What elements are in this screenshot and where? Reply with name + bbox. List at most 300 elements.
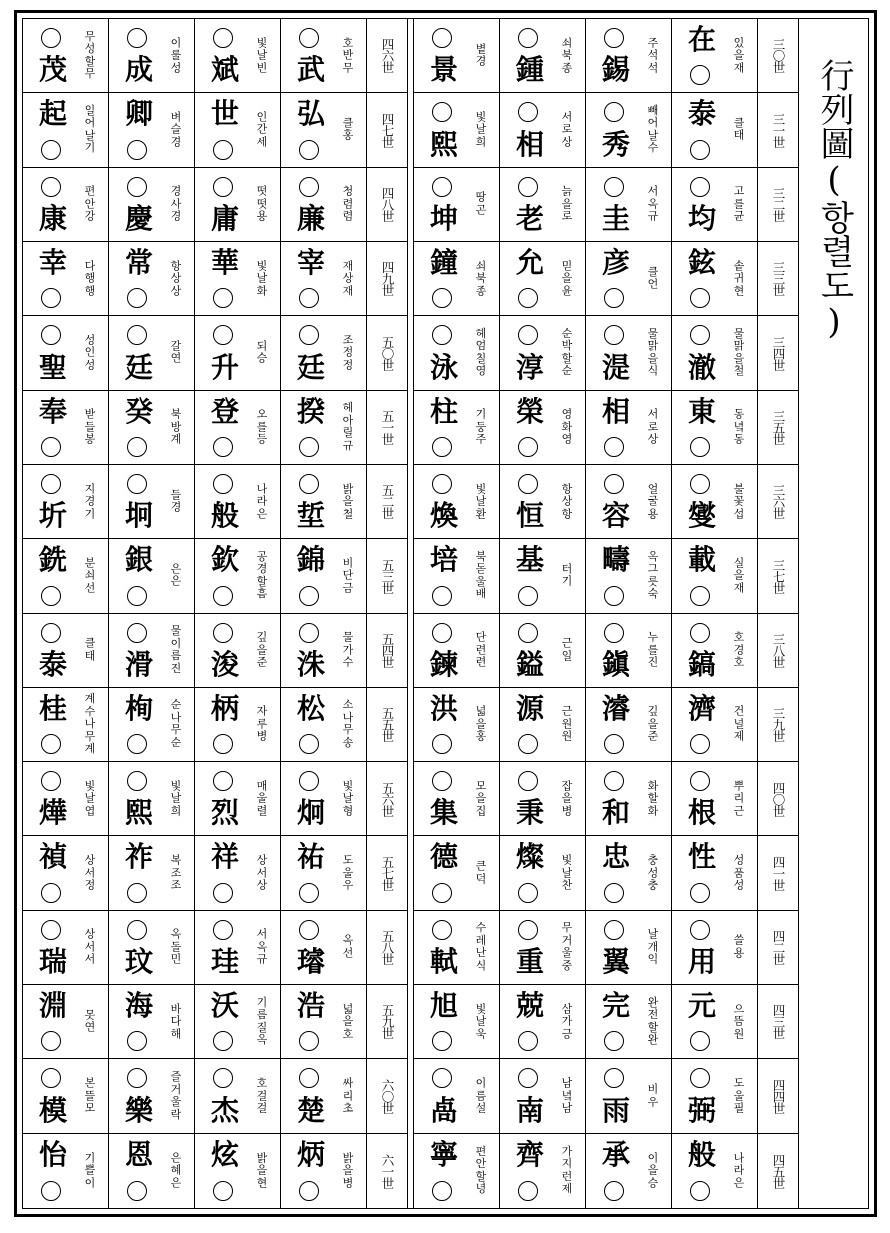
- blank-circle-icon: [518, 474, 538, 494]
- name-cell: [109, 391, 195, 465]
- name-cell: [23, 465, 109, 539]
- blank-circle-icon: [41, 325, 61, 345]
- blank-circle-icon: [41, 883, 61, 903]
- hanja-reading: 삼가 긍: [561, 1001, 573, 1040]
- name-cell: [195, 762, 281, 836]
- hanja-character: 滑: [124, 647, 153, 681]
- name-cell: [586, 168, 672, 242]
- name-cell: [414, 985, 500, 1059]
- hanja-character: 翼: [601, 945, 630, 979]
- hanja-character: 容: [601, 499, 630, 533]
- hanja-reading: 있을 재: [733, 35, 745, 74]
- hanja-character: 祐: [296, 840, 325, 874]
- blank-circle-icon: [299, 325, 319, 345]
- name-cell: [281, 985, 367, 1059]
- hanja-reading: 북돋울 배: [475, 549, 487, 601]
- name-cell: [109, 985, 195, 1059]
- name-cell: [672, 688, 758, 762]
- name-cell: [672, 836, 758, 910]
- generation-label: 四〇世: [758, 762, 798, 836]
- hanja-character: 茂: [38, 53, 67, 87]
- blank-circle-icon: [690, 1068, 710, 1088]
- name-cell: [23, 168, 109, 242]
- hanja-reading: 으뜸 원: [733, 1001, 745, 1040]
- blank-circle-icon: [213, 177, 233, 197]
- name-cell: [195, 465, 281, 539]
- hanja-character: 鎬: [687, 647, 716, 681]
- hanja-reading: 가지런 제: [561, 1144, 573, 1196]
- hanja-reading: 빛날 희: [170, 779, 182, 818]
- blank-circle-icon: [432, 1181, 452, 1201]
- blank-circle-icon: [127, 623, 147, 643]
- generation-label: 四三世: [758, 985, 798, 1059]
- name-cell: [414, 93, 500, 167]
- name-cell: [109, 911, 195, 985]
- generation-label: 六一世: [380, 1153, 395, 1189]
- blank-circle-icon: [127, 1031, 147, 1051]
- name-cell: [281, 688, 367, 762]
- blank-circle-icon: [213, 586, 233, 606]
- name-cell: [414, 168, 500, 242]
- hanja-reading: 이을 승: [647, 1151, 659, 1190]
- hanja-reading: 호경 호: [733, 630, 745, 669]
- name-cell: [109, 762, 195, 836]
- generation-label: 三五世: [758, 391, 798, 465]
- hanja-reading: 항상 항: [561, 481, 573, 520]
- generation-label: 五三世: [367, 539, 407, 613]
- hanja-reading: 밝을 철: [342, 481, 354, 520]
- blank-circle-icon: [299, 883, 319, 903]
- hanja-reading: 영화 영: [561, 407, 573, 446]
- blank-circle-icon: [41, 1068, 61, 1088]
- blank-circle-icon: [604, 1181, 624, 1201]
- name-cell: [500, 911, 586, 985]
- hanja-character: 栒: [124, 691, 153, 725]
- blank-circle-icon: [127, 28, 147, 48]
- hanja-character: 兢: [515, 989, 544, 1023]
- hanja-character: 鍾: [515, 53, 544, 87]
- name-cell: [23, 614, 109, 688]
- hanja-reading: 벼슬 경: [170, 110, 182, 149]
- hanja-character: 齊: [515, 1137, 544, 1171]
- hanja-reading: 순나무 순: [170, 698, 182, 749]
- hanja-character: 般: [687, 1137, 716, 1171]
- blank-circle-icon: [432, 474, 452, 494]
- name-cell: [23, 93, 109, 167]
- blank-circle-icon: [432, 102, 452, 122]
- name-cell: [109, 465, 195, 539]
- name-cell: [109, 19, 195, 93]
- blank-circle-icon: [432, 288, 452, 308]
- hanja-character: 南: [515, 1093, 544, 1127]
- hanja-character: 松: [296, 691, 325, 725]
- hanja-reading: 밝을 현: [256, 1151, 268, 1190]
- generation-label: 四二世: [758, 911, 798, 985]
- blank-circle-icon: [41, 586, 61, 606]
- hanja-reading: 서옥 규: [256, 927, 268, 966]
- name-cell: [586, 836, 672, 910]
- name-cell: [500, 19, 586, 93]
- blank-circle-icon: [518, 28, 538, 48]
- blank-circle-icon: [518, 102, 538, 122]
- hanja-character: 慶: [124, 201, 153, 235]
- name-cell: [195, 985, 281, 1059]
- name-cell: [586, 1134, 672, 1208]
- hanja-reading: 받들 봉: [84, 407, 96, 446]
- hanja-character: 癸: [124, 394, 153, 428]
- hanja-character: 揆: [296, 394, 325, 428]
- hanja-reading: 오를 등: [256, 407, 268, 446]
- name-cell: [586, 316, 672, 390]
- generation-label: 五四世: [367, 614, 407, 688]
- hanja-reading: 복조 조: [170, 853, 182, 892]
- name-cell: [195, 19, 281, 93]
- hanja-reading: 클 언: [647, 265, 659, 291]
- name-cell: [672, 19, 758, 93]
- name-cell: [23, 762, 109, 836]
- blank-circle-icon: [604, 437, 624, 457]
- name-cell: [586, 911, 672, 985]
- blank-circle-icon: [432, 623, 452, 643]
- blank-circle-icon: [127, 288, 147, 308]
- hanja-character: 老: [515, 201, 544, 235]
- hanja-character: 卿: [124, 97, 153, 131]
- hanja-reading: 불꽃 섭: [733, 481, 745, 520]
- blank-circle-icon: [518, 771, 538, 791]
- generation-label: 三八世: [758, 614, 798, 688]
- blank-circle-icon: [299, 140, 319, 160]
- name-cell: [500, 762, 586, 836]
- hanja-reading: 넓을 호: [342, 1001, 354, 1040]
- name-cell: [586, 465, 672, 539]
- blank-circle-icon: [127, 883, 147, 903]
- hanja-character: 炫: [210, 1137, 239, 1171]
- hanja-reading: 순박할 순: [561, 326, 573, 378]
- generation-label: 五〇世: [367, 316, 407, 390]
- name-cell: [195, 836, 281, 910]
- hanja-reading: 기쁠 이: [84, 1151, 96, 1190]
- name-cell: [500, 688, 586, 762]
- name-cell: [281, 19, 367, 93]
- blank-circle-icon: [604, 28, 624, 48]
- hanja-character: 相: [601, 394, 630, 428]
- hanja-reading: 기름질 옥: [256, 995, 268, 1047]
- blank-circle-icon: [299, 1031, 319, 1051]
- blank-circle-icon: [518, 734, 538, 754]
- hanja-character: 奉: [38, 394, 67, 428]
- hanja-character: 濬: [601, 691, 630, 725]
- name-cell: [500, 539, 586, 613]
- blank-circle-icon: [690, 140, 710, 160]
- blank-circle-icon: [690, 586, 710, 606]
- name-cell: [195, 391, 281, 465]
- name-cell: [281, 465, 367, 539]
- hanja-reading: 빛날 욱: [475, 1001, 487, 1040]
- hanja-reading: 빛날 형: [342, 779, 354, 818]
- hanja-reading: 항상 상: [170, 258, 182, 297]
- hanja-reading: 믿을 윤: [561, 258, 573, 297]
- name-cell: [109, 1059, 195, 1133]
- blank-circle-icon: [690, 1031, 710, 1051]
- name-cell: [586, 762, 672, 836]
- hanja-reading: 늙을 로: [561, 184, 573, 223]
- hanja-character: 庸: [210, 201, 239, 235]
- name-cell: [109, 836, 195, 910]
- hanja-reading: 쇠북 종: [475, 258, 487, 297]
- name-cell: [281, 614, 367, 688]
- hanja-character: 基: [515, 543, 544, 577]
- hanja-character: 浚: [210, 647, 239, 681]
- blank-circle-icon: [432, 883, 452, 903]
- hanja-reading: 옥돌 민: [170, 927, 182, 966]
- blank-circle-icon: [604, 288, 624, 308]
- hanja-character: 弼: [687, 1093, 716, 1127]
- hanja-reading: 나라 은: [733, 1151, 745, 1190]
- name-cell: [672, 316, 758, 390]
- blank-circle-icon: [604, 177, 624, 197]
- blank-circle-icon: [213, 437, 233, 457]
- hanja-reading: 도울 필: [733, 1076, 745, 1115]
- hanja-reading: 땅 곤: [475, 190, 487, 217]
- name-cell: [414, 391, 500, 465]
- generation-label: 四一世: [758, 836, 798, 910]
- hanja-reading: 뿌리 근: [733, 779, 745, 818]
- blank-circle-icon: [41, 920, 61, 940]
- hanja-character: 炯: [296, 796, 325, 830]
- hanja-character: 錫: [601, 53, 630, 87]
- hanja-character: 珪: [210, 945, 239, 979]
- hanja-character: 承: [601, 1137, 630, 1171]
- name-cell: [281, 911, 367, 985]
- hanja-character: 廷: [296, 350, 325, 384]
- name-cell: [109, 614, 195, 688]
- name-cell: [195, 1134, 281, 1208]
- hanja-reading: 소나무 송: [342, 698, 354, 749]
- name-cell: [23, 242, 109, 316]
- blank-circle-icon: [604, 883, 624, 903]
- hanja-character: 完: [601, 989, 630, 1023]
- hanja-character: 和: [601, 796, 630, 830]
- hanja-character: 武: [296, 53, 325, 87]
- hanja-reading: 분쇠 선: [84, 556, 96, 595]
- hanja-character: 東: [687, 394, 716, 428]
- hanja-character: 斌: [210, 53, 239, 87]
- name-cell: [414, 1134, 500, 1208]
- blank-circle-icon: [518, 1181, 538, 1201]
- name-cell: [586, 242, 672, 316]
- hanja-character: 宰: [296, 245, 325, 279]
- blank-circle-icon: [604, 474, 624, 494]
- name-cell: [500, 391, 586, 465]
- name-cell: [500, 168, 586, 242]
- name-cell: [281, 168, 367, 242]
- blank-circle-icon: [127, 177, 147, 197]
- blank-circle-icon: [432, 437, 452, 457]
- blank-circle-icon: [604, 920, 624, 940]
- hanja-reading: 모을 집: [475, 779, 487, 818]
- name-cell: [500, 836, 586, 910]
- hanja-character: 圻: [38, 499, 67, 533]
- hanja-character: 寧: [429, 1137, 458, 1171]
- blank-circle-icon: [299, 437, 319, 457]
- name-cell: [414, 19, 500, 93]
- blank-circle-icon: [127, 437, 147, 457]
- blank-circle-icon: [213, 474, 233, 494]
- name-cell: [672, 391, 758, 465]
- blank-circle-icon: [299, 28, 319, 48]
- name-cell: [586, 985, 672, 1059]
- hanja-character: 湜: [601, 350, 630, 384]
- blank-circle-icon: [213, 1031, 233, 1051]
- hanja-reading: 빛날 찬: [561, 853, 573, 892]
- name-cell: [23, 539, 109, 613]
- name-cell: [195, 93, 281, 167]
- name-cell: [500, 614, 586, 688]
- hanja-reading: 조정 정: [342, 333, 354, 372]
- blank-circle-icon: [41, 623, 61, 643]
- hanja-reading: 클 태: [733, 116, 745, 142]
- blank-circle-icon: [690, 474, 710, 494]
- hanja-character: 升: [210, 350, 239, 384]
- name-cell: [500, 1059, 586, 1133]
- hanja-reading: 계수나무 계: [84, 692, 96, 756]
- hanja-character: 旭: [429, 989, 458, 1023]
- name-cell: [109, 316, 195, 390]
- blank-circle-icon: [690, 623, 710, 643]
- table-block-middle: [413, 19, 799, 1208]
- name-cell: [672, 614, 758, 688]
- hanja-reading: 일어날 기: [84, 103, 96, 155]
- hanja-character: 鎰: [515, 647, 544, 681]
- hanja-character: 柱: [429, 394, 458, 428]
- name-cell: [414, 762, 500, 836]
- hanja-reading: 충성 충: [647, 853, 659, 892]
- blank-circle-icon: [604, 1068, 624, 1088]
- hanja-character: 錦: [296, 543, 325, 577]
- blank-circle-icon: [604, 102, 624, 122]
- blank-circle-icon: [518, 1031, 538, 1051]
- blank-circle-icon: [213, 325, 233, 345]
- blank-circle-icon: [690, 177, 710, 197]
- generation-label: 四六世: [367, 19, 407, 93]
- hanja-reading: 볕 경: [475, 42, 487, 68]
- name-cell: [109, 93, 195, 167]
- blank-circle-icon: [299, 623, 319, 643]
- hanja-reading: 자루 병: [256, 704, 268, 743]
- blank-circle-icon: [127, 1181, 147, 1201]
- name-cell: [414, 688, 500, 762]
- generation-label: 四四世: [758, 1059, 798, 1133]
- blank-circle-icon: [213, 28, 233, 48]
- blank-circle-icon: [432, 1031, 452, 1051]
- hanja-reading: 청렴 렴: [342, 184, 354, 223]
- hanja-character: 桂: [38, 691, 67, 725]
- hanja-reading: 주석 석: [647, 35, 659, 74]
- hanja-character: 秉: [515, 796, 544, 830]
- hanja-reading: 물이름 진: [170, 624, 182, 675]
- hanja-character: 淵: [38, 989, 67, 1023]
- hanja-reading: 상서 정: [84, 853, 96, 892]
- hanja-character: 榮: [515, 394, 544, 428]
- hanja-reading: 재상 재: [342, 258, 354, 297]
- hanja-character: 祥: [210, 840, 239, 874]
- hanja-reading: 헤아릴 규: [342, 401, 354, 452]
- name-cell: [109, 242, 195, 316]
- hanja-character: 培: [429, 543, 458, 577]
- blank-circle-icon: [518, 920, 538, 940]
- hanja-character: 璿: [296, 945, 325, 979]
- hanja-reading: 화할 화: [647, 779, 659, 818]
- blank-circle-icon: [690, 883, 710, 903]
- name-cell: [414, 242, 500, 316]
- name-cell: [195, 539, 281, 613]
- hanja-character: 性: [687, 840, 716, 874]
- blank-circle-icon: [432, 586, 452, 606]
- blank-circle-icon: [299, 177, 319, 197]
- hanja-character: 泰: [38, 647, 67, 681]
- hanja-reading: 쓸 용: [733, 933, 745, 960]
- hanja-reading: 빛날 화: [256, 258, 268, 297]
- hanja-character: 浩: [296, 989, 325, 1023]
- hanja-character: 弘: [296, 97, 325, 131]
- blank-circle-icon: [127, 586, 147, 606]
- generation-label: 三一世: [758, 93, 798, 167]
- hanja-character: 在: [687, 23, 716, 56]
- hanja-reading: 빛날 빈: [256, 35, 268, 74]
- hanja-character: 柄: [210, 691, 239, 725]
- hanja-reading: 다행 행: [84, 258, 96, 297]
- blank-circle-icon: [41, 1181, 61, 1201]
- generation-label: 四九世: [367, 242, 407, 316]
- page-title: 行列圖(항렬도): [814, 58, 854, 342]
- name-cell: [500, 93, 586, 167]
- hanja-reading: 비 우: [647, 1082, 659, 1109]
- generation-label: 四五世: [771, 1153, 786, 1189]
- hanja-reading: 매울 렬: [256, 779, 268, 818]
- name-cell: [195, 316, 281, 390]
- hanja-character: 洪: [429, 691, 458, 725]
- name-cell: [109, 688, 195, 762]
- hanja-character: 圭: [601, 201, 630, 235]
- hanja-character: 熙: [429, 127, 458, 161]
- hanja-character: 燁: [38, 796, 67, 830]
- blank-circle-icon: [213, 734, 233, 754]
- name-cell: [672, 762, 758, 836]
- hanja-reading: 떳떳 용: [256, 184, 268, 223]
- hanja-character: 疇: [601, 543, 630, 577]
- hanja-character: 登: [210, 394, 239, 428]
- name-cell: [672, 911, 758, 985]
- name-cell: [500, 316, 586, 390]
- generation-label: 五八世: [367, 911, 407, 985]
- hanja-reading: 터 기: [561, 562, 573, 588]
- blank-circle-icon: [213, 288, 233, 308]
- hanja-character: 怡: [38, 1137, 67, 1171]
- hanja-character: 坤: [429, 201, 458, 235]
- hanja-reading: 공경할 흠: [256, 549, 268, 601]
- hanja-character: 洙: [296, 647, 325, 681]
- blank-circle-icon: [41, 474, 61, 494]
- name-cell: [414, 316, 500, 390]
- hanja-reading: 이름 설: [475, 1076, 487, 1115]
- blank-circle-icon: [518, 177, 538, 197]
- hanja-reading: 싸리 초: [342, 1076, 354, 1115]
- blank-circle-icon: [299, 288, 319, 308]
- hanja-character: 海: [124, 989, 153, 1023]
- blank-circle-icon: [518, 1068, 538, 1088]
- hanja-character: 坰: [124, 499, 153, 533]
- name-cell: [195, 242, 281, 316]
